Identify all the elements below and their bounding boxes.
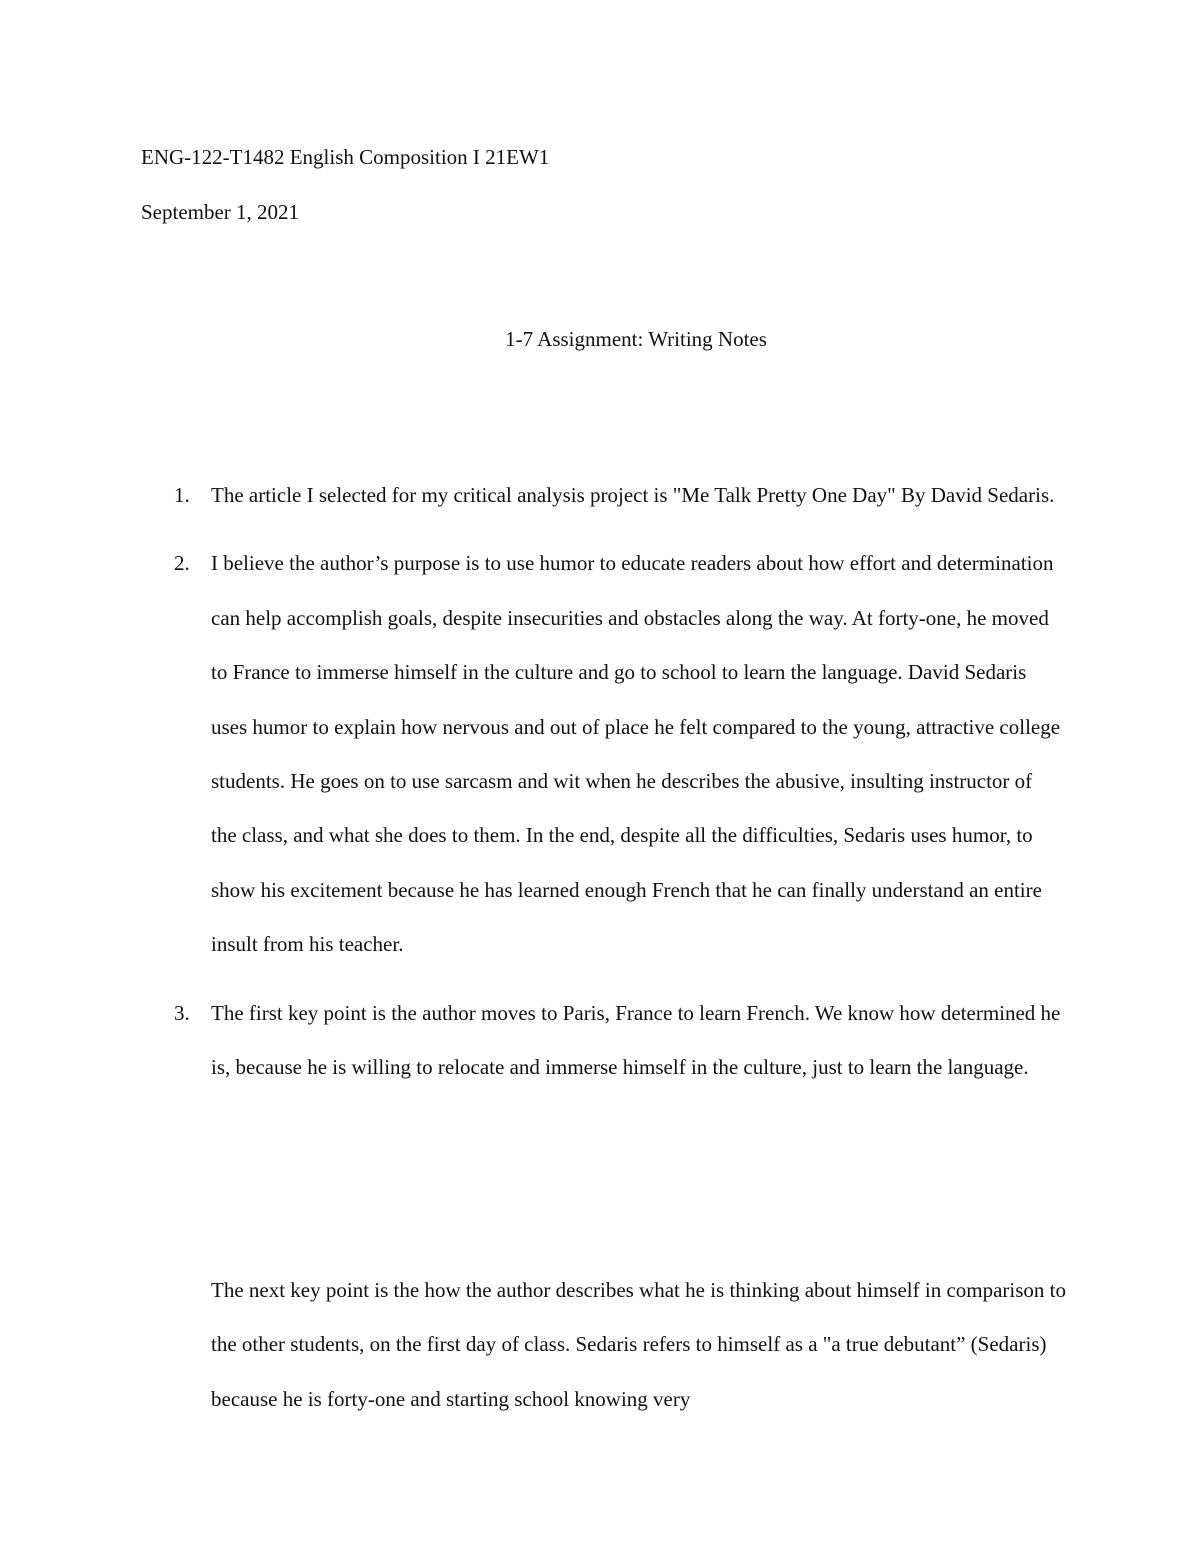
- continuation-paragraph: The next key point is the how the author describes what he is thinking about himself in comparison to the other students, on the first day of class. Sedaris refers to himself as a "a true debutant” (Sedaris) because he is forty-one and starting school knowing very: [211, 1278, 1067, 1411]
- list-item-number: 1.: [174, 483, 190, 507]
- course-line: ENG-122-T1482 English Composition I 21EW1: [141, 145, 550, 169]
- list-item: [141, 986, 1061, 1095]
- list-item-text: The first key point is the author moves to Paris, France to learn French. We know how determined he is, because he is willing to relocate and immerse himself in the culture, just to learn the language.: [211, 1000, 1061, 1080]
- list-item-number: 2.: [174, 551, 190, 576]
- date-line: September 1, 2021: [141, 200, 300, 224]
- notes-list: [141, 468, 1061, 1108]
- list-item: [141, 468, 1061, 522]
- list-item-number: 3.: [174, 1000, 190, 1025]
- list-item-text: The article I selected for my critical analysis project is "Me Talk Pretty One Day" By David Sedaris.: [211, 483, 1055, 507]
- list-item-text: I believe the author’s purpose is to use humor to educate readers about how effort and determination can help accomplish goals, despite insecurities and obstacles along the way. At forty-one, he moved to France to immerse himself in the culture and go to school to learn the language. David Sedaris uses humor to explain how nervous and out of place he felt compared to the young, attractive college students. He goes on to use sarcasm and wit when he describes the abusive, insulting instructor of the class, and what she does to them. In the end, despite all the difficulties, Sedaris uses humor, to show his excitement because he has learned enough French that he can finally understand an entire insult from his teacher.: [211, 551, 1061, 957]
- document-title: 1-7 Assignment: Writing Notes: [505, 327, 767, 351]
- list-item: [141, 536, 1061, 971]
